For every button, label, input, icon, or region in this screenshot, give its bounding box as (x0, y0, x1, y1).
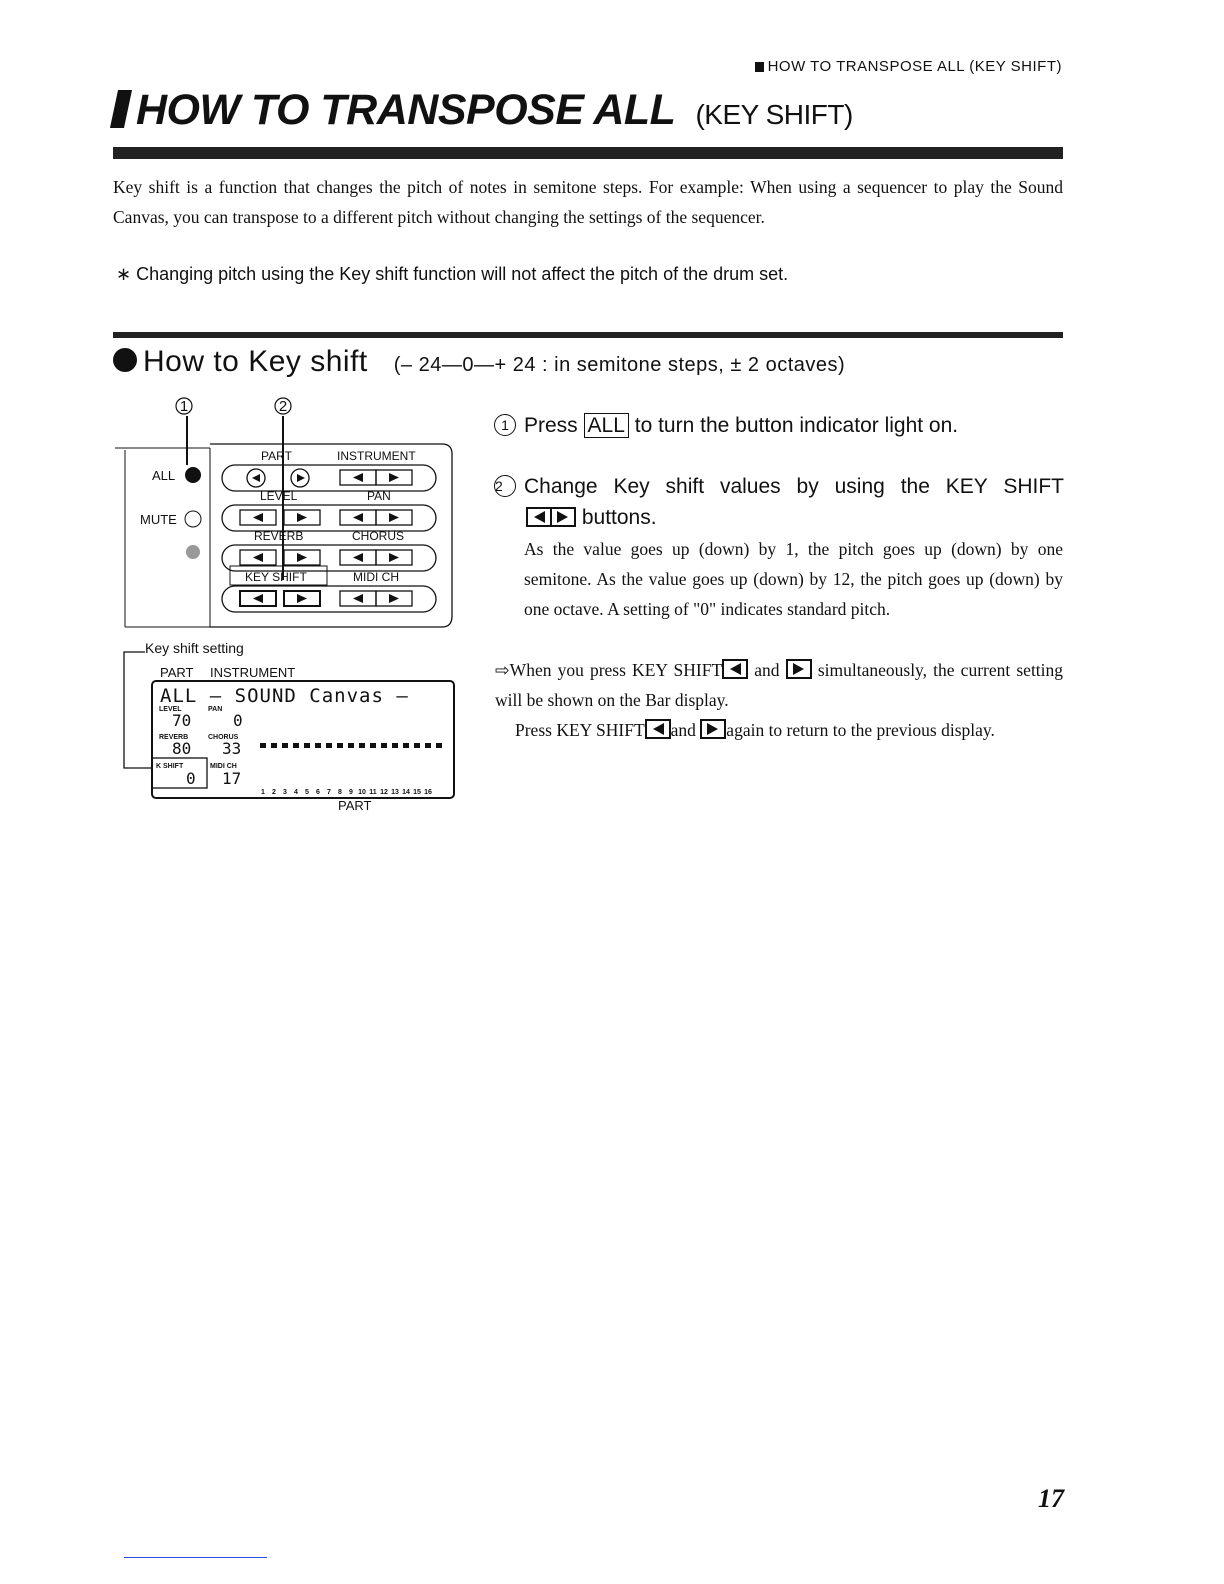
lcd-bar-row (260, 743, 442, 748)
lcd-reverb-label: REVERB (159, 734, 189, 741)
right-arrow-icon (389, 594, 399, 603)
pan-label: PAN (367, 489, 391, 503)
reverb-chorus-pill (222, 545, 436, 571)
left-arrow-icon (645, 719, 671, 739)
page-title (114, 86, 853, 135)
page-number: 17 (1038, 1484, 1064, 1513)
lcd-scale-number: 8 (338, 789, 342, 796)
lcd-scale-number: 6 (316, 789, 320, 796)
right-arrow-icon (297, 513, 307, 522)
lcd-name: ALL – SOUND Canvas – (160, 685, 409, 707)
callout-2: 2 (278, 398, 288, 415)
chorus-label: CHORUS (352, 529, 405, 543)
left-arrow-icon (253, 553, 263, 562)
right-arrow-icon (550, 507, 576, 527)
section-heading: How to Key shift (– 24—0—+ 24 : in semitone steps, ± 2 octaves) (113, 345, 845, 379)
lcd-scale-number: 10 (358, 789, 366, 796)
right-arrow-icon (389, 473, 399, 482)
sound-canvas-panel-diagram (110, 390, 460, 820)
lcd-pan-value: 0 (233, 711, 243, 730)
left-arrow-icon (353, 473, 363, 482)
intro-paragraph: Key shift is a function that changes the pitch of notes in semitone steps. For example: When using a sequencer to play the Sound Canvas, you can transpose to a different pitch without changing the settings of the sequencer. (113, 177, 1063, 227)
title-main: HOW TO TRANSPOSE ALL (136, 86, 676, 134)
right-arrow-icon (297, 594, 307, 603)
left-arrow-icon (526, 507, 552, 527)
led-icon (186, 545, 200, 559)
footer-line (124, 1557, 267, 1558)
part-right-arrow-icon (297, 474, 305, 482)
level-pan-pill (222, 505, 436, 531)
step-2-buttons: buttons. (526, 503, 657, 533)
lcd-scale-number: 3 (283, 789, 287, 796)
lcd-scale-number: 9 (349, 789, 353, 796)
lcd-caption: Key shift setting (145, 640, 244, 656)
range-text: (– 24—0—+ 24 : in semitone steps, ± 2 octaves) (393, 354, 846, 376)
all-label: ALL (152, 468, 176, 483)
square-bullet-icon (755, 62, 764, 72)
right-arrow-icon (786, 659, 812, 679)
lcd-scale-number: 2 (272, 789, 276, 796)
lcd-scale-number: 11 (369, 789, 377, 796)
step-1: 1 Press ALL to turn the button indicator light on. (494, 411, 958, 441)
step-2-description: As the value goes up (down) by 1, the pitch goes up (down) by one semitone. As the value goes up (down) by 12, the pitch goes up (down) by one octave. A setting of "0" indicates standard pitch. (524, 539, 1063, 619)
lcd-bottom-part-label: PART (338, 798, 372, 813)
caption-bracket (124, 652, 152, 768)
lcd-pan-label: PAN (208, 706, 223, 713)
part-left-arrow-icon (252, 474, 260, 482)
lcd-chorus-value: 33 (222, 739, 242, 758)
callout-1: 1 (179, 398, 189, 415)
bullet-icon (113, 348, 137, 372)
mute-label: MUTE (140, 512, 177, 527)
lcd-scale-number: 7 (327, 789, 331, 796)
right-arrow-icon (389, 513, 399, 522)
lcd-part-label: PART (160, 665, 194, 680)
lcd-kshift-value: 0 (186, 769, 196, 788)
lcd-scale-number: 12 (380, 789, 388, 796)
lcd-scale-number: 16 (424, 789, 432, 796)
mute-indicator-icon (185, 511, 201, 527)
tip-paragraph: ⇨When you press KEY SHIFT and simultaneously, the current setting will be shown on the Bar display. (495, 660, 1064, 710)
drum-note: ∗ Changing pitch using the Key shift function will not affect the pitch of the drum set. (116, 264, 789, 284)
midi-ch-label: MIDI CH (353, 570, 399, 584)
running-header: HOW TO TRANSPOSE ALL (KEY SHIFT) (755, 58, 1062, 75)
lcd-midich-label: MIDI CH (210, 763, 237, 770)
all-key-label: ALL (584, 413, 629, 438)
lcd-level-label: LEVEL (159, 706, 182, 713)
lcd-reverb-value: 80 (172, 739, 192, 758)
instrument-label: INSTRUMENT (337, 449, 416, 463)
lcd-kshift-label: K SHIFT (156, 763, 184, 770)
lcd-instrument-label: INSTRUMENT (210, 665, 296, 680)
right-arrow-icon (389, 553, 399, 562)
left-arrow-icon (253, 513, 263, 522)
keyshift-midi-pill (222, 586, 436, 612)
lcd-scale-number: 15 (413, 789, 421, 796)
title-bar-icon (110, 90, 132, 128)
reverb-label: REVERB (254, 529, 304, 543)
left-arrow-icon (353, 594, 363, 603)
lcd-scale-number: 14 (402, 789, 410, 796)
button-section-frame (210, 444, 452, 627)
lcd-scale-number: 5 (305, 789, 309, 796)
tip-paragraph-2: Press KEY SHIFT and again to return to the previous display. (515, 720, 995, 740)
title-sub: (KEY SHIFT) (695, 99, 853, 130)
lcd-chorus-label: CHORUS (208, 734, 239, 741)
left-arrow-icon (353, 553, 363, 562)
all-indicator-icon (185, 467, 201, 483)
part-label: PART (261, 449, 292, 463)
step-number: 1 (494, 414, 516, 436)
section-rule (113, 332, 1063, 338)
lcd-midich-value: 17 (222, 769, 242, 788)
lcd-level-value: 70 (172, 711, 192, 730)
title-rule (113, 147, 1063, 159)
right-arrow-icon (700, 719, 726, 739)
step-2: 2 Change Key shift values by using the KEY SHIFT (495, 475, 1064, 498)
left-arrow-icon (353, 513, 363, 522)
lcd-scale-number: 13 (391, 789, 399, 796)
left-arrow-icon (722, 659, 748, 679)
right-arrow-icon (297, 553, 307, 562)
lcd-scale-number: 1 (261, 789, 265, 796)
key-shift-label: KEY SHIFT (245, 570, 307, 584)
level-label: LEVEL (260, 489, 298, 503)
left-arrow-icon (253, 594, 263, 603)
step-number: 2 (494, 475, 516, 497)
lcd-scale-number: 4 (294, 789, 298, 796)
